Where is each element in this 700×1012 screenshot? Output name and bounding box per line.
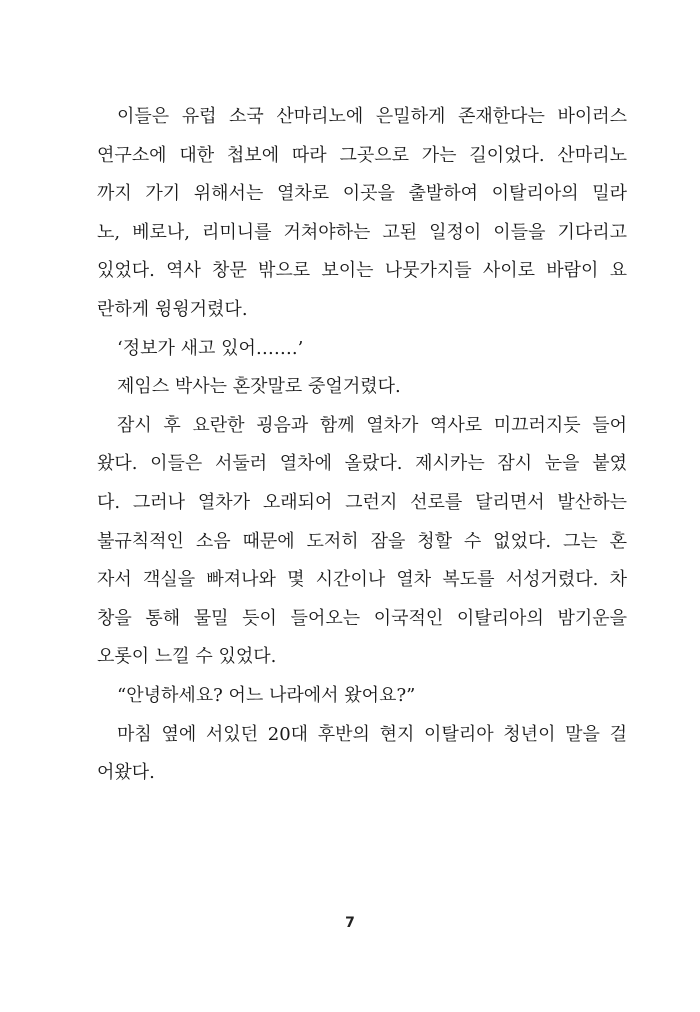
text-line: 마침 옆에 서있던 20대 후반의 현지 이탈리아 청년이 말을 걸 xyxy=(117,723,627,745)
body-text xyxy=(97,98,627,793)
text-line: “안녕하세요? 어느 나라에서 왔어요?” xyxy=(117,684,416,706)
text-line: 왔다. 이들은 서둘러 열차에 올랐다. 제시카는 잠시 눈을 붙였 xyxy=(97,453,627,475)
text-line: 자서 객실을 빠져나와 몇 시간이나 열차 복도를 서성거렸다. 차 xyxy=(97,569,627,591)
text-line: 연구소에 대한 첩보에 따라 그곳으로 가는 길이었다. 산마리노 xyxy=(97,144,627,166)
text-line: 란하게 윙윙거렸다. xyxy=(97,298,248,320)
text-line: 제임스 박사는 혼잣말로 중얼거렸다. xyxy=(117,376,401,398)
text-line: 어왔다. xyxy=(97,762,155,784)
text-line: 오롯이 느낄 수 있었다. xyxy=(97,646,277,668)
text-line: ‘정보가 새고 있어…….’ xyxy=(117,337,304,359)
page-number: 7 xyxy=(345,915,355,931)
text-line: 있었다. 역사 창문 밖으로 보이는 나뭇가지들 사이로 바람이 요 xyxy=(97,260,627,282)
text-line: 이들은 유럽 소국 산마리노에 은밀하게 존재한다는 바이러스 xyxy=(117,106,627,127)
text-line: 까지 가기 위해서는 열차로 이곳을 출발하여 이탈리아의 밀라 xyxy=(97,183,627,205)
text-line: 잠시 후 요란한 굉음과 함께 열차가 역사로 미끄러지듯 들어 xyxy=(117,414,627,436)
text-line: 불규칙적인 소음 때문에 도저히 잠을 청할 수 없었다. 그는 혼 xyxy=(97,530,627,552)
text-line: 창을 통해 물밀 듯이 들어오는 이국적인 이탈리아의 밤기운을 xyxy=(97,607,627,629)
text-line: 노, 베로나, 리미니를 거쳐야하는 고된 일정이 이들을 기다리고 xyxy=(97,221,627,243)
text-line: 다. 그러나 열차가 오래되어 그런지 선로를 달리면서 발산하는 xyxy=(97,491,627,513)
